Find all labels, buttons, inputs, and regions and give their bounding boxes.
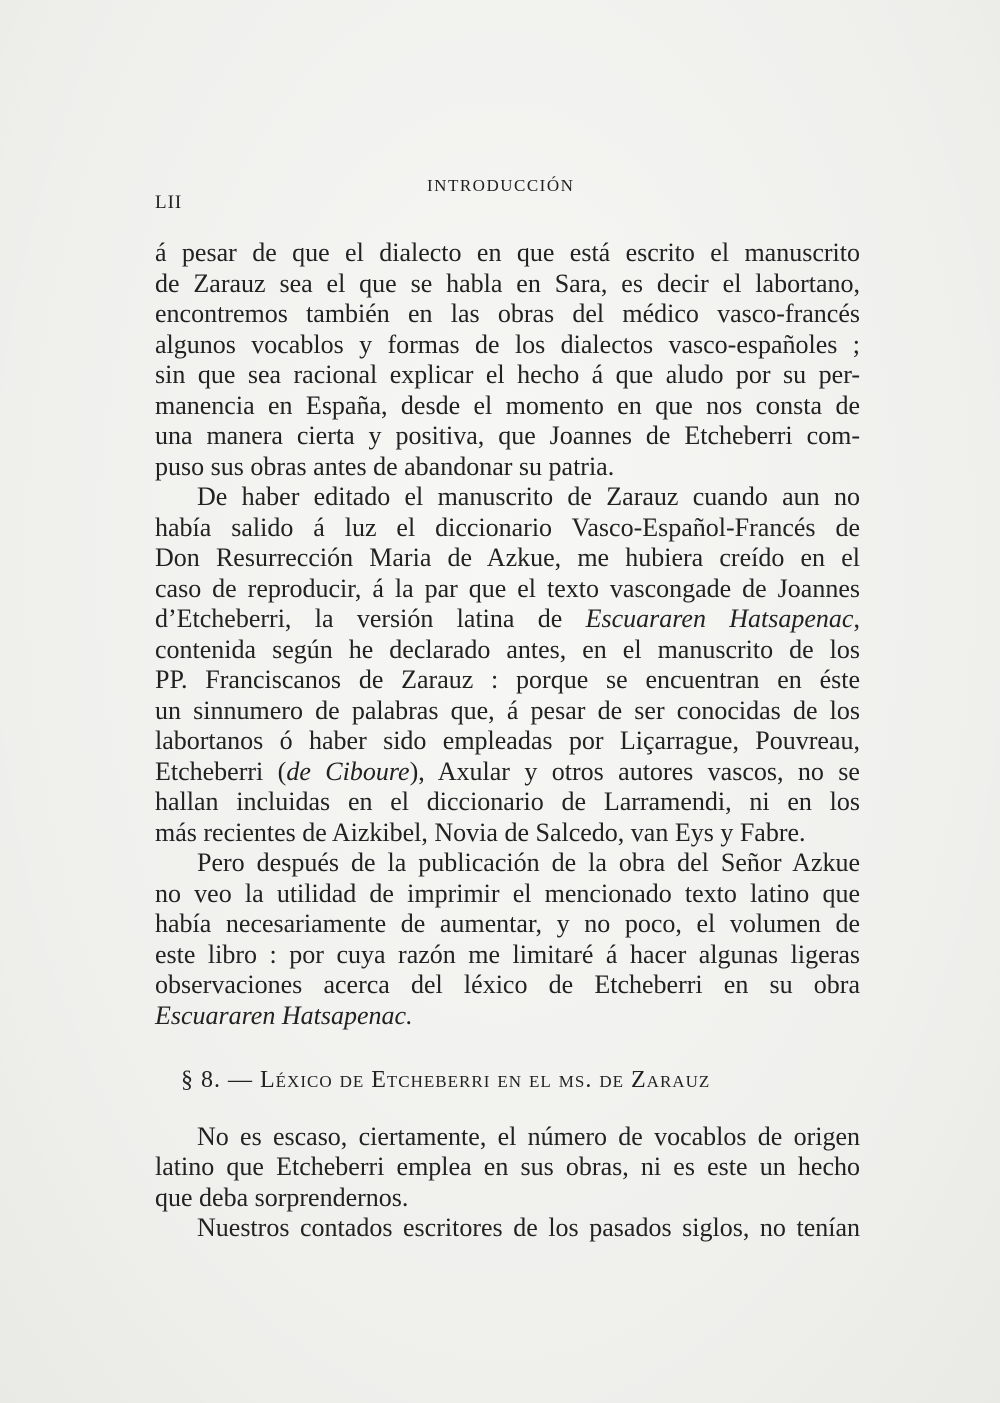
text-line: labortanos ó haber sido empleadas por Liçarrague, Pouvreau,	[155, 726, 860, 755]
text-line: De haber editado el manuscrito de Zarauz cuando aun no	[197, 482, 860, 511]
section-heading: § 8. — Léxico de Etcheberri en el ms. de Zarauz	[181, 1067, 711, 1093]
paragraph-4	[155, 1122, 860, 1214]
text-line: PP. Franciscanos de Zarauz : porque se encuentran en éste	[155, 665, 860, 694]
text-line: d’Etcheberri, la versión latina de Escuararen Hatsapenac,	[155, 604, 860, 633]
text-line: observaciones acerca del léxico de Etcheberri en su obra	[155, 970, 860, 999]
text-line: de Zarauz sea el que se habla en Sara, es decir el labortano,	[155, 268, 860, 298]
text-line: puso sus obras antes de abandonar su patria.	[155, 451, 615, 481]
text-line: á pesar de que el dialecto en que está escrito el manuscrito	[155, 238, 860, 267]
paragraph-3	[155, 848, 860, 1031]
text-line: contenida según he declarado antes, en el manuscrito de los	[155, 634, 860, 664]
text-line: latino que Etcheberri emplea en sus obras, ni es este un hecho	[155, 1152, 860, 1181]
running-title: INTRODUCCIÓN	[427, 176, 575, 195]
text-line: sin que sea racional explicar el hecho á que aludo por su per-	[155, 360, 860, 389]
running-head	[155, 166, 855, 213]
text-line: un sinnumero de palabras que, á pesar de ser conocidas de los	[155, 695, 860, 725]
text-line: Pero después de la publicación de la obra del Señor Azkue	[197, 848, 860, 877]
text-line: no veo la utilidad de imprimir el mencionado texto latino que	[155, 878, 860, 908]
text-line: No es escaso, ciertamente, el número de vocablos de origen	[197, 1121, 860, 1151]
paragraph-2	[155, 482, 860, 848]
text-line: encontremos también en las obras del médico vasco-francés	[155, 299, 860, 328]
body-text	[155, 238, 860, 1244]
text-line: Nuestros contados escritores de los pasados siglos, no tenían	[197, 1213, 860, 1242]
text-line: caso de reproducir, á la par que el texto vascongade de Joannes	[155, 573, 860, 603]
text-line: más recientes de Aizkibel, Novia de Salcedo, van Eys y Fabre.	[155, 817, 806, 847]
text-line: manencia en España, desde el momento en que nos consta de	[155, 390, 860, 420]
paragraph-5	[155, 1213, 860, 1244]
text-line: hallan incluidas en el diccionario de Larramendi, ni en los	[155, 787, 860, 816]
paragraph-1	[155, 238, 860, 482]
text-line: este libro : por cuya razón me limitaré á hacer algunas ligeras	[155, 939, 860, 969]
text-line: Escuararen Hatsapenac.	[155, 1000, 413, 1030]
text-line: había necesariamente de aumentar, y no poco, el volumen de	[155, 909, 860, 938]
text-line: algunos vocablos y formas de los dialectos vasco-españoles ;	[155, 329, 860, 359]
text-line: Don Resurrección Maria de Azkue, me hubiera creído en el	[155, 543, 860, 572]
page-number: LII	[155, 192, 183, 213]
text-line: que deba sorprendernos.	[155, 1182, 409, 1212]
text-line: una manera cierta y positiva, que Joannes de Etcheberri com-	[155, 421, 860, 450]
text-line: había salido á luz el diccionario Vasco-Español-Francés de	[155, 512, 860, 542]
text-line: Etcheberri (de Ciboure), Axular y otros autores vascos, no se	[155, 756, 860, 786]
